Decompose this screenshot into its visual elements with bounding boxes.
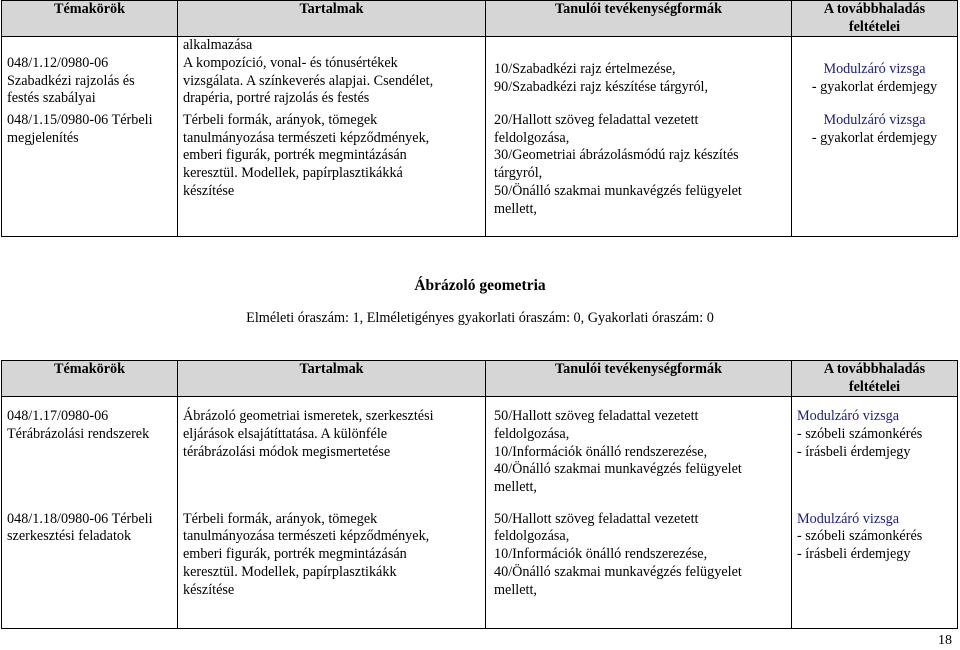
header-activities: Tanulói tevékenységformák xyxy=(486,1,792,37)
topic-cell: 048/1.18/0980-06 Térbeli szerkesztési feladatok xyxy=(2,511,178,629)
table-row xyxy=(2,37,958,55)
activities-cell: 50/Hallott szöveg feladattal vezetett feldolgozása, 10/Információk önálló rendszerezése, 40/Önálló szakmai munkavégzés felügyelet mellett, xyxy=(486,397,792,511)
content-line: alkalmazása xyxy=(183,37,253,53)
conditions-cell: Modulzáró vizsga - gyakorlat érdemjegy xyxy=(792,55,958,112)
page-number: 18 xyxy=(938,633,952,648)
section-hours: Elméleti óraszám: 1, Elméletigényes gyakorlati óraszám: 0, Gyakorlati óraszám: 0 xyxy=(246,310,714,326)
curriculum-table-2 xyxy=(1,360,958,629)
curriculum-table-1 xyxy=(1,0,958,237)
content-cell: Térbeli formák, arányok, tömegek tanulmányozása természeti képződmények, emberi figurák, portrék megmintázásán keresztül. Modellek, papírplasztikákk készítése xyxy=(178,511,486,629)
header-contents: Tartalmak xyxy=(178,1,486,37)
topic-cell: 048/1.15/0980-06 Térbeli megjelenítés xyxy=(2,112,178,237)
table-row xyxy=(2,397,958,511)
header-topics: Témakörök xyxy=(2,361,178,397)
header-conditions: A továbbhaladás feltételei xyxy=(792,361,958,397)
section-title: Ábrázoló geometria xyxy=(414,277,546,294)
header-activities: Tanulói tevékenységformák xyxy=(486,361,792,397)
topic-cell: 048/1.12/0980-06 Szabadkézi rajzolás és festés szabályai xyxy=(2,55,178,112)
activities-cell: 50/Hallott szöveg feladattal vezetett feldolgozása, 10/Információk önálló rendszerezése, 40/Önálló szakmai munkavégzés felügyelet mellett, xyxy=(486,511,792,629)
topic-cell: 048/1.17/0980-06 Térábrázolási rendszerek xyxy=(2,397,178,511)
header-contents: Tartalmak xyxy=(178,361,486,397)
activities-cell: 10/Szabadkézi rajz értelmezése, 90/Szabadkézi rajz készítése tárgyról, xyxy=(486,55,792,112)
header-topics: Témakörök xyxy=(2,1,178,37)
header-conditions: A továbbhaladás feltételei xyxy=(792,1,958,37)
conditions-cell: Modulzáró vizsga - szóbeli számonkérés - írásbeli érdemjegy xyxy=(792,511,958,629)
content-cell: A kompozíció, vonal- és tónusértékek vizsgálata. A színkeverés alapjai. Csendélet, drapéria, portré rajzolás és festés xyxy=(178,55,486,112)
table-row xyxy=(2,55,958,112)
table-row xyxy=(2,511,958,629)
table-header-row xyxy=(2,361,958,397)
content-cell: Ábrázoló geometriai ismeretek, szerkesztési eljárások elsajátíttatása. A különféle térábrázolási módok megismertetése xyxy=(178,397,486,511)
conditions-cell: Modulzáró vizsga - szóbeli számonkérés - írásbeli érdemjegy xyxy=(792,397,958,511)
table-header-row xyxy=(2,1,958,37)
activities-cell: 20/Hallott szöveg feladattal vezetett feldolgozása, 30/Geometriai ábrázolásmódú rajz készítés tárgyról, 50/Önálló szakmai munkavégzés felügyelet mellett, xyxy=(486,112,792,237)
content-cell: Térbeli formák, arányok, tömegek tanulmányozása természeti képződmények, emberi figurák, portrék megmintázásán keresztül. Modellek, papírplasztikákká készítése xyxy=(178,112,486,237)
conditions-cell: Modulzáró vizsga - gyakorlat érdemjegy xyxy=(792,112,958,237)
table-row xyxy=(2,112,958,237)
